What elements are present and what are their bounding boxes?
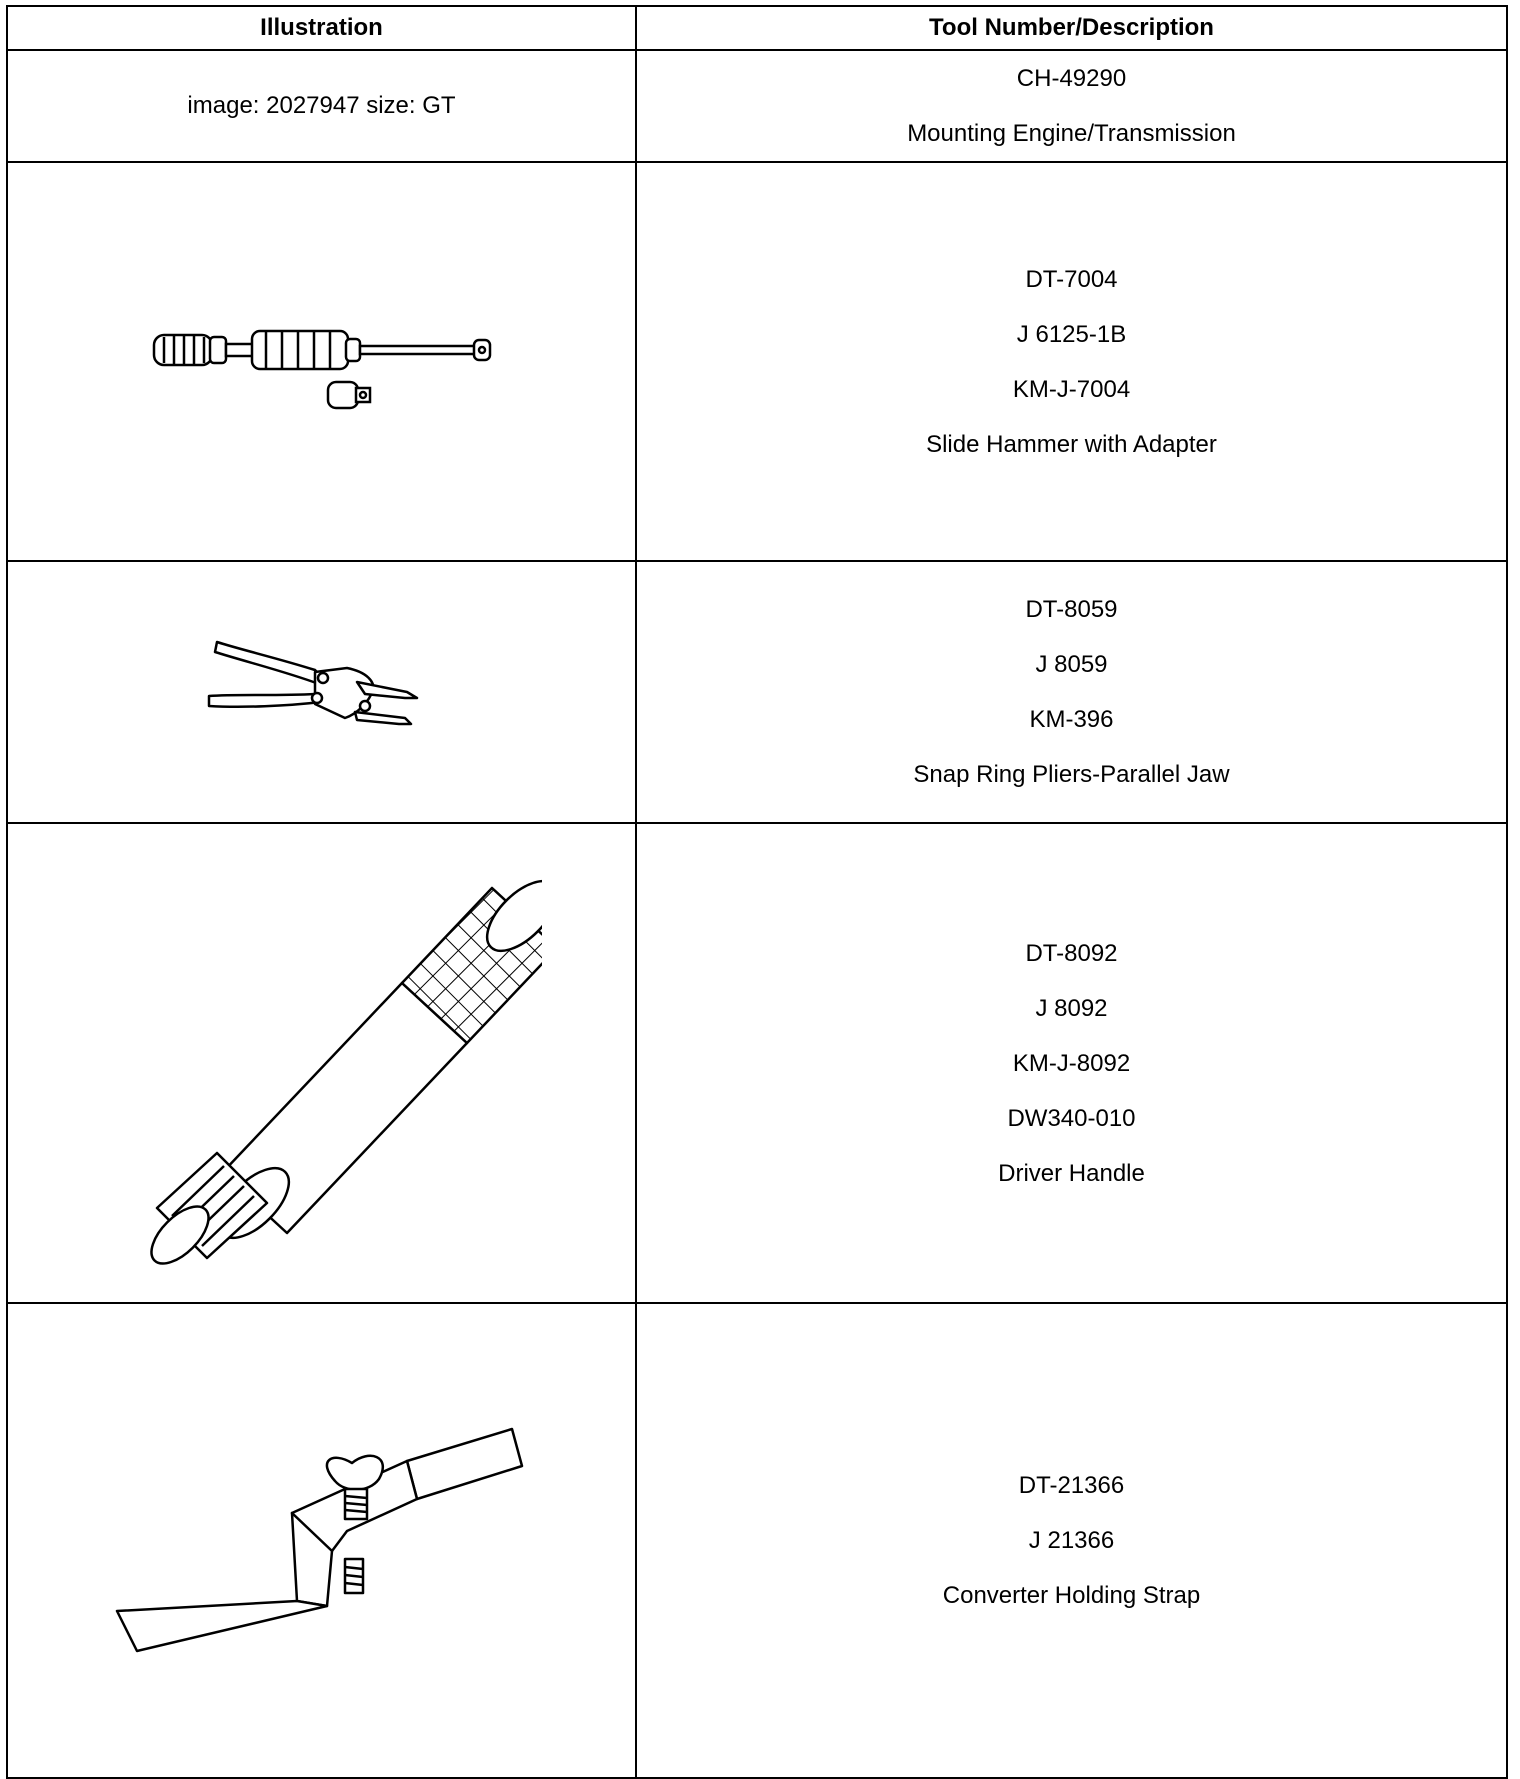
tool-lines xyxy=(637,582,1506,802)
tool-number: DT-21366 xyxy=(1018,1472,1125,1499)
tool-number: KM-396 xyxy=(1029,706,1114,733)
description-cell xyxy=(636,162,1507,561)
tool-description: Mounting Engine/Transmission xyxy=(907,120,1236,147)
image-placeholder-text: image: 2027947 size: GT xyxy=(187,92,456,119)
illustration-cell xyxy=(7,1303,636,1778)
tool-number: CH-49290 xyxy=(1016,65,1127,92)
converter-strap-icon xyxy=(107,1421,537,1661)
tool-number: J 6125-1B xyxy=(1016,320,1127,348)
tool-number: J 21366 xyxy=(1028,1527,1115,1554)
tool-description: Snap Ring Pliers-Parallel Jaw xyxy=(913,761,1230,788)
table-row xyxy=(7,823,1507,1303)
tool-lines xyxy=(637,1458,1506,1623)
tool-number: J 8092 xyxy=(1035,994,1108,1022)
table-row xyxy=(7,162,1507,561)
table-row xyxy=(7,50,1507,162)
description-cell xyxy=(636,823,1507,1303)
snap-ring-pliers-icon xyxy=(197,632,447,752)
slide-hammer-icon xyxy=(142,307,502,417)
tool-number: DT-8092 xyxy=(1025,939,1118,967)
illustration-cell xyxy=(7,162,636,561)
illustration-cell xyxy=(7,50,636,162)
tool-description: Driver Handle xyxy=(998,1159,1145,1187)
tool-lines xyxy=(637,252,1506,472)
tool-number: DT-7004 xyxy=(1025,265,1118,293)
tool-number: KM-J-7004 xyxy=(1012,375,1131,403)
driver-handle-icon xyxy=(102,848,542,1278)
tool-lines xyxy=(637,51,1506,161)
tool-number: DT-8059 xyxy=(1025,596,1118,623)
tool-number: KM-J-8092 xyxy=(1012,1049,1131,1077)
tool-lines xyxy=(637,926,1506,1201)
description-cell xyxy=(636,561,1507,823)
header-tool-description: Tool Number/Description xyxy=(636,6,1507,50)
tool-description: Converter Holding Strap xyxy=(942,1582,1201,1609)
illustration-cell xyxy=(7,561,636,823)
table-row xyxy=(7,561,1507,823)
description-cell xyxy=(636,1303,1507,1778)
special-tools-sheet xyxy=(6,5,1506,1761)
tool-description: Slide Hammer with Adapter xyxy=(926,430,1217,458)
illustration-cell xyxy=(7,823,636,1303)
special-tools-table xyxy=(6,5,1508,1779)
table-header-row xyxy=(7,6,1507,50)
tool-number: DW340-010 xyxy=(1007,1104,1136,1132)
tool-number: J 8059 xyxy=(1035,651,1108,678)
header-illustration: Illustration xyxy=(7,6,636,50)
description-cell xyxy=(636,50,1507,162)
table-row xyxy=(7,1303,1507,1778)
